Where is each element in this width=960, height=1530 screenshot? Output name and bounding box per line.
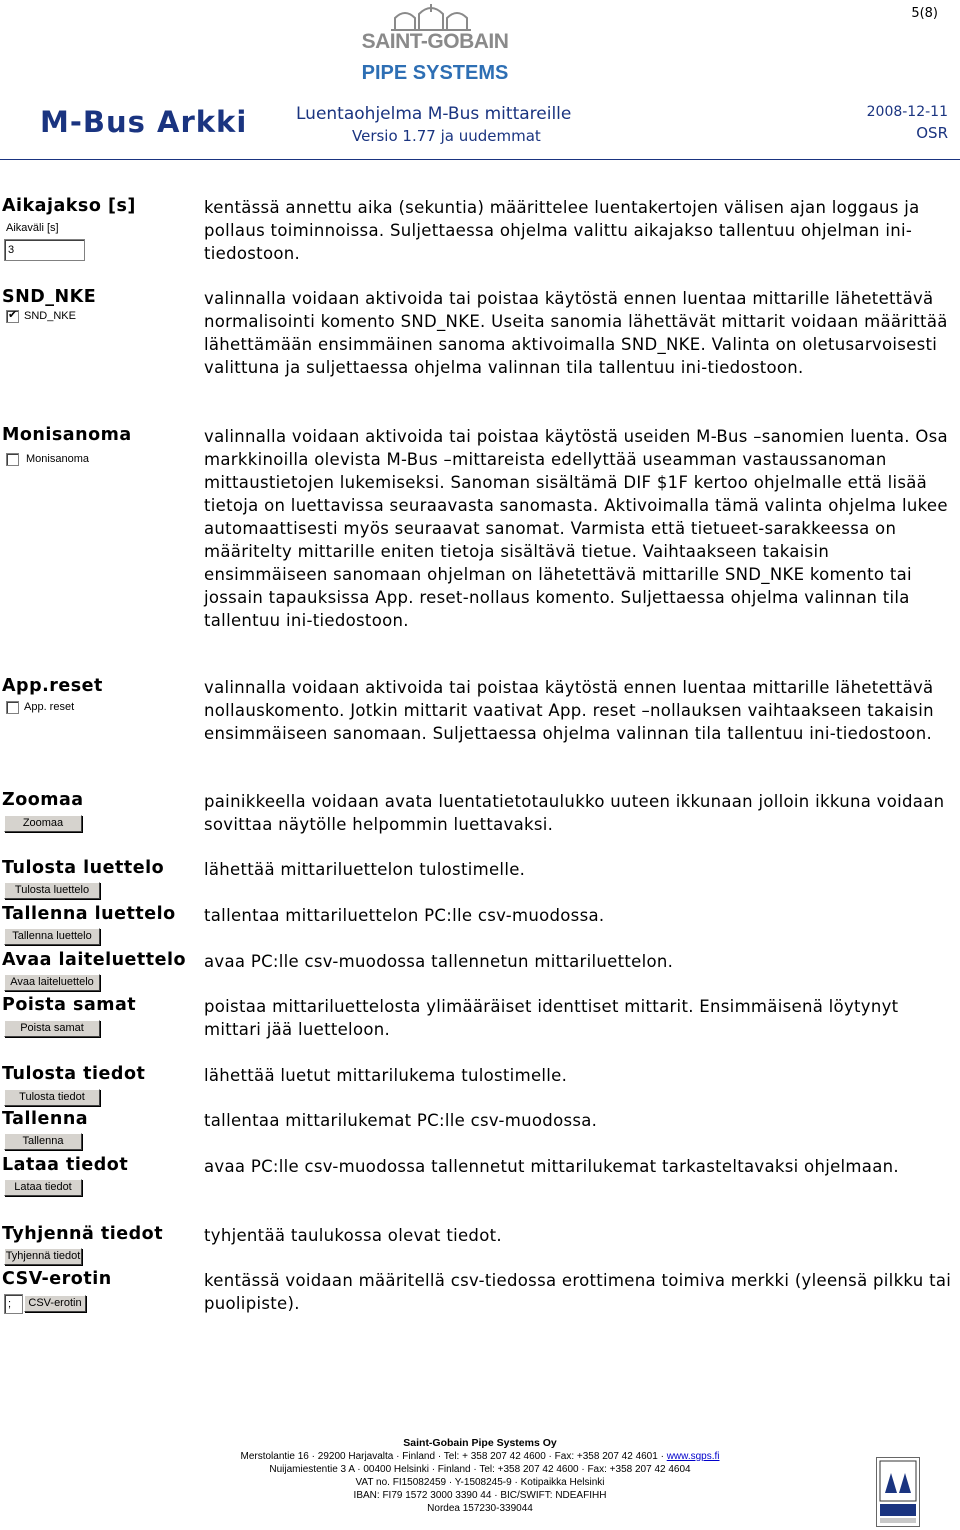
label-monisanoma: Monisanoma: [2, 425, 132, 445]
footer-iban: IBAN: FI79 1572 3000 3390 44 · BIC/SWIFT: NDEAFIHH: [353, 1490, 607, 1501]
label-snd-nke: SND_NKE: [2, 287, 97, 307]
snd-nke-checkbox[interactable]: [6, 310, 19, 323]
desc-tallenna: tallentaa mittarilukemat PC:lle csv-muodossa.: [204, 1111, 598, 1130]
desc-tyhjenna-tiedot: tyhjentää taulukossa olevat tiedot.: [204, 1226, 502, 1245]
lataa-tiedot-button[interactable]: Lataa tiedot: [4, 1179, 82, 1196]
footer-company: Saint-Gobain Pipe Systems Oy: [403, 1437, 557, 1449]
label-tulosta-tiedot: Tulosta tiedot: [2, 1064, 146, 1084]
desc-monisanoma: valinnalla voidaan aktivoida tai poistaa käytöstä useiden M-Bus –sanomien luenta. Osa markkinoilla olevista M-Bus –mittareista edellyttää useamman vastaussanoman mittaustietojen lukemiseksi. Sanoman sisältämä DIF $1F kertoo ohjelmalle että lisää tietoja on luettavissa seuraavasta sanomasta. Aktivoimalla tämä valinta ohjelma lukee automaattisesti myös seuraavat sanomat. Varmista että tietueet-sarakkeessa on määritelty mittarille eniten tietoja sisältävä tietue. Vaihtaakseen takaisin ensimmäiseen sanomaan ohjelman on lähetettävä mittarille SND_NKE komento tai jossain tapauksissa App. reset-nollaus komento. Suljettaessa ohjelma valinnan tila tallentuu ini-tiedostoon.: [204, 427, 948, 630]
label-aikajakso: Aikajakso [s]: [2, 196, 136, 216]
app-reset-caption: App. reset: [24, 701, 75, 713]
footer: [150, 1437, 810, 1515]
zoomaa-button[interactable]: Zoomaa: [4, 815, 82, 832]
desc-tulosta-tiedot: lähettää luetut mittarilukema tulostimelle.: [204, 1066, 568, 1085]
tulosta-luettelo-button[interactable]: Tulosta luettelo: [4, 882, 100, 899]
label-csv-erotin: CSV-erotin: [2, 1269, 112, 1289]
desc-aikajakso: kentässä annettu aika (sekuntia) määrittelee luentakertojen välisen ajan loggaus ja pollaus toiminnoissa. Suljettaessa ohjelma valittu aikajakso tallentuu ohjelman ini-tiedostoon.: [204, 198, 920, 263]
poista-samat-button[interactable]: Poista samat: [4, 1020, 100, 1037]
label-lataa-tiedot: Lataa tiedot: [2, 1155, 129, 1175]
desc-zoomaa: painikkeella voidaan avata luentatietotaulukko uuteen ikkunaan jolloin ikkuna voidaan sovittaa näytölle helpommin luettavaksi.: [204, 792, 945, 834]
tyhjenna-tiedot-button[interactable]: Tyhjennä tiedot: [4, 1248, 82, 1265]
logo-division: PIPE SYSTEMS: [361, 62, 509, 84]
snd-nke-caption: SND_NKE: [24, 310, 76, 322]
label-tyhjenna-tiedot: Tyhjennä tiedot: [2, 1224, 164, 1244]
csv-erotin-button[interactable]: CSV-erotin: [24, 1295, 86, 1312]
label-poista-samat: Poista samat: [2, 995, 137, 1015]
footer-address-1: Merstolantie 16 · 29200 Harjavalta · Finland · Tel: + 358 207 42 4600 · Fax: +358 207 42 4601 · www.sgps.fi: [240, 1451, 720, 1462]
header-divider: [0, 159, 960, 160]
document-title: M-Bus Arkki: [40, 105, 248, 139]
logo-brand: SAINT-GOBAIN: [361, 30, 509, 53]
desc-tulosta-luettelo: lähettää mittariluettelon tulostimelle.: [204, 860, 526, 879]
label-app-reset: App.reset: [2, 676, 103, 696]
interval-caption: Aikaväli [s]: [6, 222, 59, 234]
document-version: Versio 1.77 ja uudemmat: [352, 127, 541, 145]
label-tallenna-luettelo: Tallenna luettelo: [2, 904, 176, 924]
desc-app-reset: valinnalla voidaan aktivoida tai poistaa käytöstä ennen luentaa mittarille lähetettävä nollauskomento. Jotkin mittarit vaativat App. reset –nollauksen vaihtaakseen takaisin ensimmäiseen sanomaan. Suljettaessa ohjelma valinnan tila tallentuu ini-tiedostoon.: [204, 678, 934, 743]
tallenna-luettelo-button[interactable]: Tallenna luettelo: [4, 928, 100, 945]
label-zoomaa: Zoomaa: [2, 790, 84, 810]
desc-avaa-laiteluettelo: avaa PC:lle csv-muodossa tallennetun mittariluettelon.: [204, 952, 674, 971]
desc-lataa-tiedot: avaa PC:lle csv-muodossa tallennetut mittarilukemat tarkasteltavaksi ohjelmaan.: [204, 1157, 899, 1176]
page-number: 5(8): [911, 6, 938, 21]
website-link[interactable]: www.sgps.fi: [666, 1451, 720, 1462]
company-logo: [335, 2, 535, 90]
desc-tallenna-luettelo: tallentaa mittariluettelon PC:lle csv-muodossa.: [204, 906, 605, 925]
document-date: 2008-12-11: [866, 104, 948, 120]
avaa-laiteluettelo-button[interactable]: Avaa laiteluettelo: [4, 974, 100, 991]
label-avaa-laiteluettelo: Avaa laiteluettelo: [2, 950, 187, 970]
footer-vat: VAT no. FI15082459 · Y-1508245-9 · Kotipaikka Helsinki: [355, 1477, 605, 1488]
tulosta-tiedot-button[interactable]: Tulosta tiedot: [4, 1089, 100, 1106]
document-author: OSR: [916, 124, 948, 142]
tallenna-button[interactable]: Tallenna: [4, 1133, 82, 1150]
label-tulosta-luettelo: Tulosta luettelo: [2, 858, 165, 878]
desc-csv-erotin: kentässä voidaan määritellä csv-tiedossa erottimena toimiva merkki (yleensä pilkku tai puolipiste).: [204, 1271, 952, 1313]
document-subtitle: Luentaohjelma M-Bus mittareille: [296, 104, 572, 124]
app-reset-checkbox[interactable]: [6, 701, 19, 714]
desc-snd-nke: valinnalla voidaan aktivoida tai poistaa käytöstä ennen luentaa mittarille lähetettävä normalisointi komento SND_NKE. Useita sanomia lähettävät mittarit voidaan määrittää lähettämään ensimmäinen sanoma aktivoimalla SND_NKE. Valinta on oletusarvoisesti valittuna ja suljettaessa ohjelma valinnan tila tallentuu ini-tiedostoon.: [204, 289, 948, 377]
dnv-certification-icon: [876, 1457, 920, 1527]
checkmark-icon: ✔: [8, 309, 18, 321]
footer-bank: Nordea 157230-339044: [427, 1503, 533, 1514]
monisanoma-checkbox[interactable]: [6, 453, 19, 466]
separator-input[interactable]: ;: [4, 1294, 23, 1314]
label-tallenna: Tallenna: [2, 1109, 89, 1129]
desc-poista-samat: poistaa mittariluettelosta ylimääräiset identtiset mittarit. Ensimmäisenä löytynyt mittari jää luetteloon.: [204, 997, 899, 1039]
monisanoma-caption: Monisanoma: [26, 453, 89, 465]
building-logo-icon: [335, 2, 535, 32]
footer-address-2: Nuijamiestentie 3 A · 00400 Helsinki · Finland · Tel: +358 207 42 4600 · Fax: +358 207 42 4604: [269, 1464, 691, 1475]
interval-input[interactable]: 3: [4, 239, 85, 261]
